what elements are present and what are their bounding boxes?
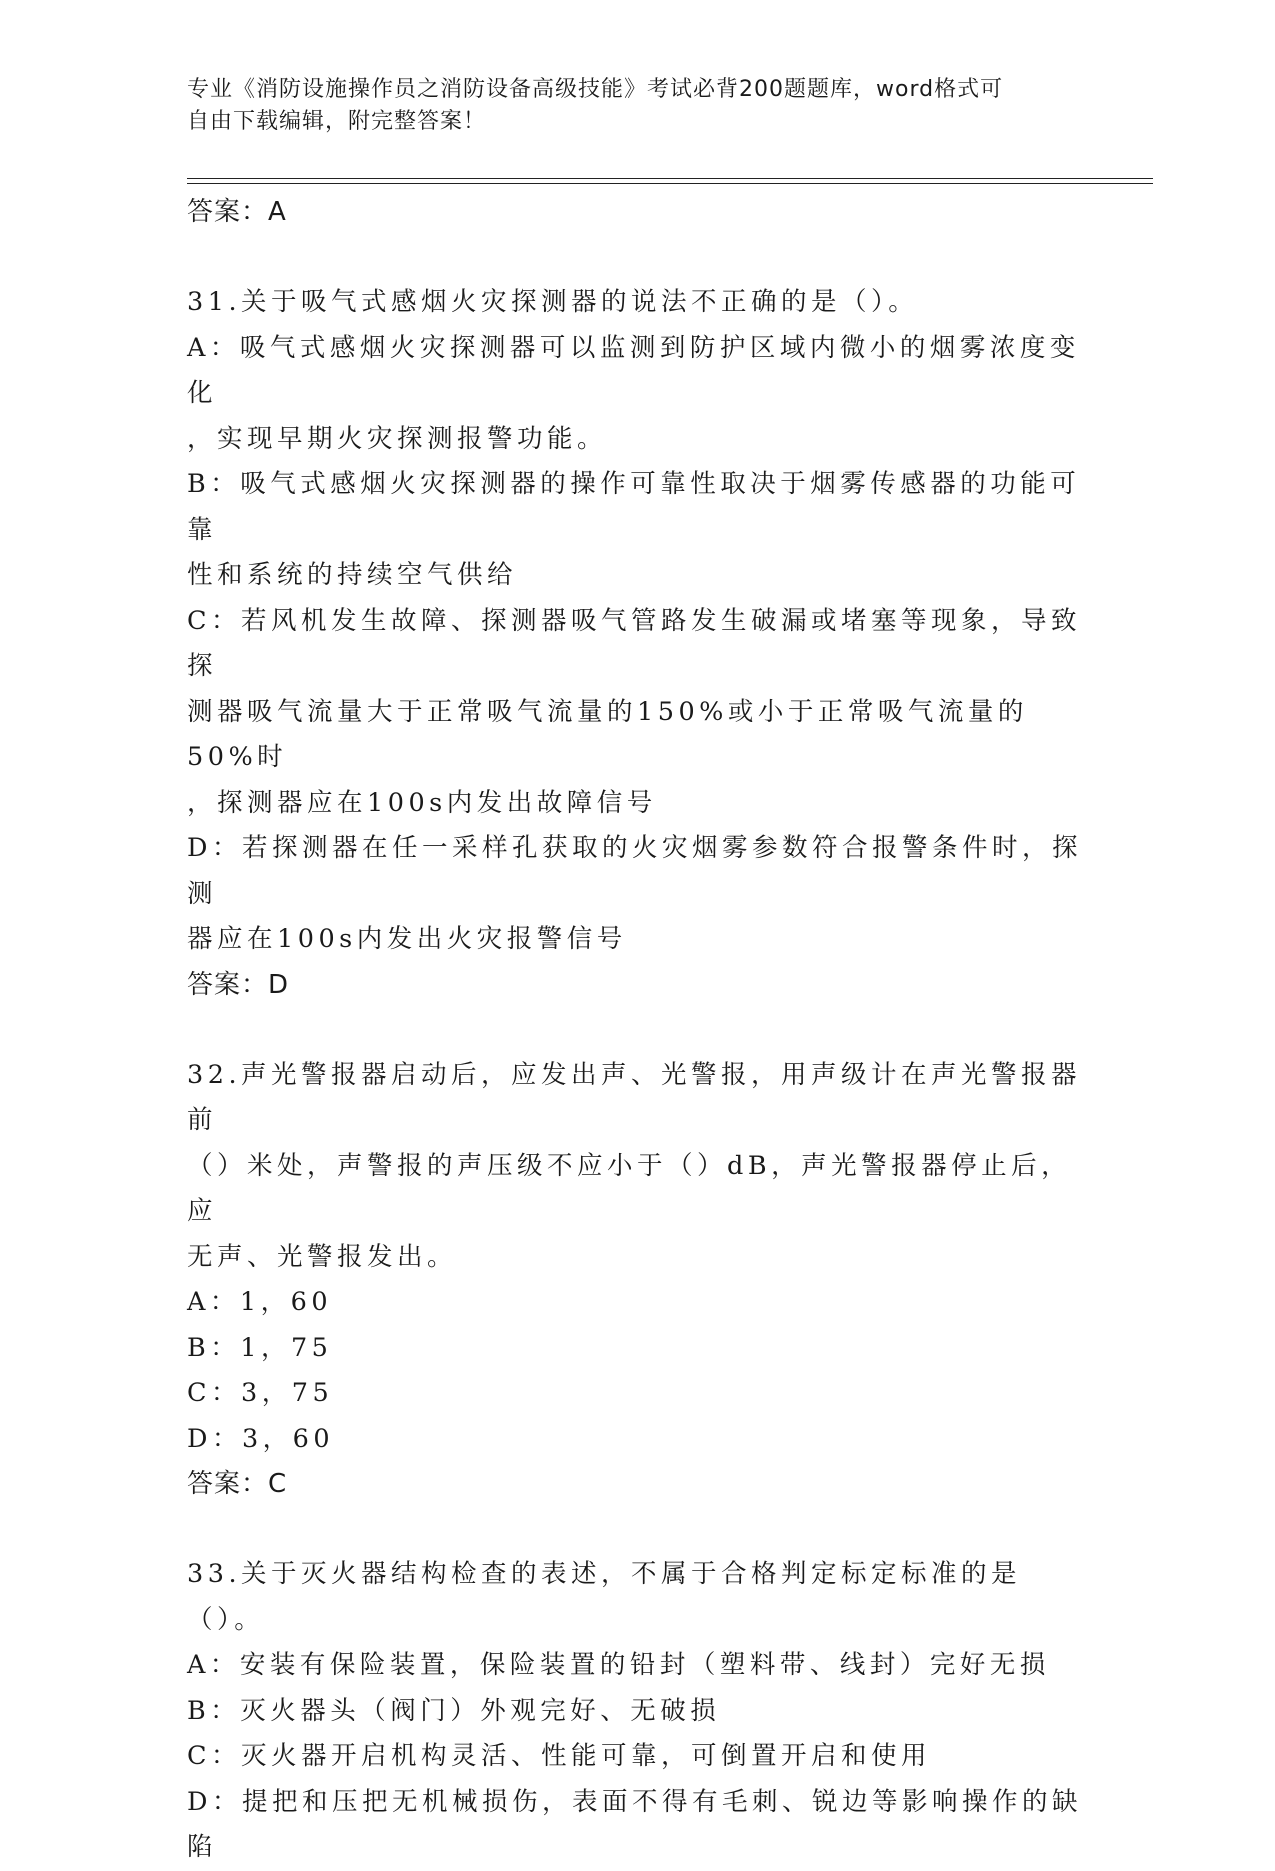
- option-d: D：提把和压把无机械损伤，表面不得有毛刺、锐边等影响操作的缺陷: [187, 1786, 1082, 1862]
- option-c-cont: ，探测器应在100s内发出故障信号: [187, 787, 657, 818]
- option-d: D：若探测器在任一采样孔获取的火灾烟雾参数符合报警条件时，探测: [187, 833, 1082, 909]
- option-b: B：1，75: [187, 1332, 333, 1363]
- option-d-cont: 器应在100s内发出火灾报警信号: [187, 924, 627, 954]
- question-stem-cont: 无声、光警报发出。: [187, 1241, 458, 1272]
- page-header: [187, 74, 1067, 138]
- header-rule-bottom: [187, 183, 1153, 184]
- question-33: [187, 1552, 1087, 1871]
- question-stem: 33.关于灭火器结构检查的表述，不属于合格判定标定标准的是（）。: [187, 1559, 1022, 1635]
- question-stem-cont: （）米处，声警报的声压级不应小于（）dB，声光警报器停止后，应: [187, 1150, 1072, 1226]
- header-line-1: 专业《消防设施操作员之消防设备高级技能》考试必背200题题库，word格式可: [187, 77, 1004, 102]
- answer-prev: 答案：A: [187, 197, 287, 227]
- option-a: A：1，60: [187, 1287, 333, 1317]
- option-b-cont: 性和系统的持续空气供给: [187, 560, 518, 590]
- option-c: C：若风机发生故障、探测器吸气管路发生破漏或堵塞等现象，导致探: [187, 605, 1082, 681]
- answer-32: 答案：C: [187, 1469, 288, 1499]
- option-d: D：3，60: [187, 1423, 335, 1454]
- question-31: [187, 280, 1087, 963]
- question-stem: 31.关于吸气式感烟火灾探测器的说法不正确的是（）。: [187, 287, 919, 317]
- option-a: A：安装有保险装置，保险装置的铅封（塑料带、线封）完好无损: [187, 1650, 1050, 1680]
- option-c: C：3，75: [187, 1378, 334, 1408]
- header-rule-top: [187, 178, 1153, 179]
- option-b: B：灭火器头（阀门）外观完好、无破损: [187, 1695, 721, 1726]
- answer-31: 答案：D: [187, 969, 290, 1000]
- header-line-2: 自由下载编辑，附完整答案！: [187, 109, 487, 134]
- question-content: [187, 190, 1087, 1871]
- option-a-cont: ，实现早期火灾探测报警功能。: [187, 423, 608, 454]
- option-c: C：灭火器开启机构灵活、性能可靠，可倒置开启和使用: [187, 1741, 932, 1771]
- option-c-cont: 测器吸气流量大于正常吸气流量的150%或小于正常吸气流量的50%时: [187, 696, 1028, 772]
- spacer: [187, 1008, 1087, 1053]
- spacer: [187, 235, 1087, 280]
- spacer: [187, 1507, 1087, 1552]
- option-b: B：吸气式感烟火灾探测器的操作可靠性取决于烟雾传感器的功能可靠: [187, 469, 1081, 545]
- question-stem: 32.声光警报器启动后，应发出声、光警报，用声级计在声光警报器前: [187, 1059, 1082, 1135]
- question-32: [187, 1053, 1087, 1463]
- option-a: A：吸气式感烟火灾探测器可以监测到防护区域内微小的烟雾浓度变化: [187, 332, 1080, 408]
